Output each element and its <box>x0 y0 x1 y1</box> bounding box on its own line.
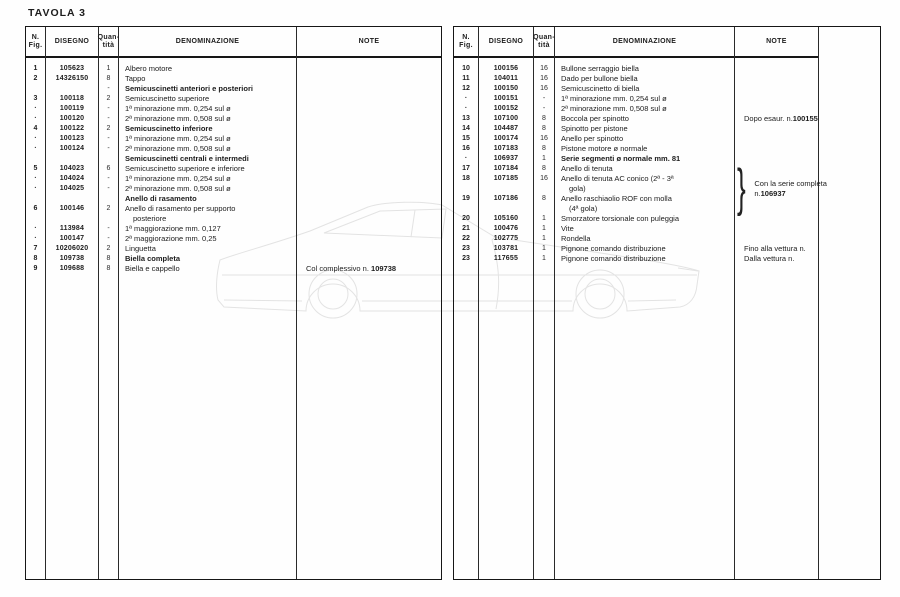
fig-cell <box>26 214 45 224</box>
denomination-cell: 1ª maggiorazione mm. 0,127 <box>125 224 221 233</box>
qty-cell: - <box>107 175 110 182</box>
column-disegno <box>479 27 534 579</box>
note-cell <box>297 184 441 194</box>
qty-cell: 1 <box>542 255 546 262</box>
qty-cell: 1 <box>542 235 546 242</box>
note-cell <box>735 154 818 164</box>
fig-cell: · <box>34 115 37 122</box>
qty-cell: - <box>107 85 110 92</box>
disegno-cell: 107185 <box>493 175 519 182</box>
note-cell <box>735 144 818 154</box>
column-denominazione-body <box>555 58 734 264</box>
parts-table-right <box>453 26 881 580</box>
denomination-cell: 1ª minorazione mm. 0,254 sul ø <box>125 104 231 113</box>
denomination-cell: 2ª minorazione mm. 0,508 sul ø <box>125 114 231 123</box>
denomination-cell: Tappo <box>125 74 146 83</box>
column-note-body <box>735 58 818 264</box>
fig-cell: 10 <box>462 65 470 72</box>
header-quantita-line1: Quan- <box>97 33 120 41</box>
disegno-cell: 102775 <box>493 235 519 242</box>
disegno-cell: 100152 <box>493 105 519 112</box>
qty-cell: 2 <box>106 245 111 252</box>
qty-cell: 8 <box>106 265 111 272</box>
note-cell <box>735 64 818 74</box>
brace-note-line2-number: 106937 <box>760 189 786 198</box>
fig-cell: 14 <box>462 125 470 132</box>
qty-cell: 1 <box>542 225 546 232</box>
fig-cell: 15 <box>462 135 470 142</box>
denomination-cell: Anello di tenuta AC conico (2ª - 3ª <box>561 174 674 183</box>
denomination-cell: Serie segmenti ø normale mm. 81 <box>561 154 681 163</box>
fig-cell: · <box>34 105 37 112</box>
denomination-cell: 2ª maggiorazione mm. 0,25 <box>125 234 217 243</box>
denomination-cell: Semicuscinetto di biella <box>561 84 640 93</box>
fig-cell: 17 <box>462 165 470 172</box>
denomination-cell: Semicuscinetti anteriori e posteriori <box>125 84 253 93</box>
qty-cell: - <box>107 145 110 152</box>
header-fig-line1: N. <box>31 33 40 41</box>
header-quantita-line2: tità <box>102 41 115 49</box>
disegno-cell: 100156 <box>493 65 519 72</box>
column-disegno-body <box>46 58 98 274</box>
disegno-cell: 107184 <box>493 165 519 172</box>
note-cell <box>297 114 441 124</box>
denomination-cell: 2ª minorazione mm. 0,508 sul ø <box>561 104 667 113</box>
disegno-cell: 100476 <box>493 225 519 232</box>
note-cell <box>297 94 441 104</box>
denomination-cell: 1ª minorazione mm. 0,254 sul ø <box>125 174 231 183</box>
note-cell <box>297 104 441 114</box>
denomination-cell: Albero motore <box>125 64 173 73</box>
denomination-cell: Smorzatore torsionale con puleggia <box>561 214 679 223</box>
qty-cell: - <box>542 105 546 112</box>
note-cell <box>297 234 441 244</box>
denomination-cell: Pignone comando distribuzione <box>561 244 666 253</box>
brace-note-line2-prefix: n. <box>754 189 761 198</box>
note-cell: Dopo esaur. n.100155 <box>744 114 818 123</box>
note-cell <box>735 94 818 104</box>
disegno-cell <box>46 154 98 164</box>
fig-cell: · <box>34 135 37 142</box>
disegno-cell: 100118 <box>59 95 85 102</box>
qty-cell: 8 <box>106 255 111 262</box>
header-denominazione: DENOMINAZIONE <box>119 27 296 58</box>
qty-cell: 16 <box>540 85 548 92</box>
note-cell <box>297 174 441 184</box>
disegno-cell: 104011 <box>493 75 519 82</box>
note-cell: Fino alla vettura n. <box>744 244 806 253</box>
fig-cell: 6 <box>33 205 38 212</box>
disegno-cell <box>46 214 98 224</box>
note-cell <box>735 74 818 84</box>
header-fig-line1: N. <box>462 33 470 41</box>
header-quantita <box>99 27 118 58</box>
note-cell <box>735 84 818 94</box>
column-fig <box>26 27 46 579</box>
denomination-cell: (4ª gola) <box>569 204 598 213</box>
fig-cell: 20 <box>462 215 470 222</box>
header-fig <box>454 27 478 58</box>
qty-cell <box>534 204 554 214</box>
denomination-cell: Anello di rasamento <box>125 194 197 203</box>
denomination-cell: Rondella <box>561 234 591 243</box>
brace-icon: } <box>737 159 746 217</box>
disegno-cell: 104025 <box>59 185 85 192</box>
denomination-cell: Anello di tenuta <box>561 164 613 173</box>
fig-cell: 19 <box>462 195 470 202</box>
fig-cell: 2 <box>33 75 38 82</box>
disegno-cell: 106937 <box>493 155 519 162</box>
denomination-cell: Semicuscinetto inferiore <box>125 124 213 133</box>
header-denominazione: DENOMINAZIONE <box>555 27 734 58</box>
fig-cell: 21 <box>462 225 470 232</box>
fig-cell: 11 <box>462 75 470 82</box>
fig-cell: 23 <box>462 245 470 252</box>
qty-cell: 8 <box>542 125 546 132</box>
disegno-cell: 100150 <box>493 85 519 92</box>
qty-cell: 8 <box>542 165 546 172</box>
column-denominazione <box>555 27 735 579</box>
fig-cell <box>26 84 45 94</box>
disegno-cell: 107186 <box>493 195 519 202</box>
note-cell <box>735 124 818 134</box>
qty-cell: - <box>107 185 110 192</box>
fig-cell: 9 <box>33 265 38 272</box>
parts-table-left <box>25 26 442 580</box>
denomination-cell: Biella completa <box>125 254 181 263</box>
fig-cell: 18 <box>462 175 470 182</box>
column-quantita-body <box>534 58 554 264</box>
qty-cell: 16 <box>540 65 548 72</box>
denomination-cell: Dado per bullone biella <box>561 74 638 83</box>
denomination-cell: Anello di rasamento per supporto <box>125 204 236 213</box>
denomination-cell: 2ª minorazione mm. 0,508 sul ø <box>125 184 231 193</box>
denomination-cell: Anello raschiaolio ROF con molla <box>561 194 672 203</box>
disegno-cell: 107100 <box>493 115 519 122</box>
denomination-cell: gola) <box>569 184 586 193</box>
qty-cell: - <box>107 135 110 142</box>
disegno-cell <box>46 194 98 204</box>
qty-cell <box>534 184 554 194</box>
disegno-cell: 100151 <box>493 95 519 102</box>
note-cell <box>735 234 818 244</box>
fig-cell: · <box>34 185 37 192</box>
qty-cell: 1 <box>106 65 111 72</box>
disegno-cell: 104023 <box>59 165 85 172</box>
denomination-cell: Bullone serraggio biella <box>561 64 639 73</box>
qty-cell: 2 <box>106 95 111 102</box>
note-cell <box>735 104 818 114</box>
brace-note-text <box>754 179 827 199</box>
note-cell <box>297 74 441 84</box>
header-quantita-line1: Quan- <box>533 33 555 41</box>
note-cell <box>297 204 441 214</box>
note-cell <box>297 254 441 264</box>
brace-note <box>737 159 827 217</box>
qty-cell: - <box>542 95 546 102</box>
fig-cell: 7 <box>33 245 38 252</box>
note-cell <box>735 224 818 234</box>
column-fig-body <box>454 58 478 264</box>
denomination-cell: Biella e cappello <box>125 264 180 273</box>
note-cell <box>297 84 441 94</box>
disegno-cell: 100147 <box>59 235 85 242</box>
denomination-cell: Pistone motore ø normale <box>561 144 648 153</box>
column-note <box>735 27 819 579</box>
qty-cell: 1 <box>542 245 546 252</box>
column-quantita-body <box>99 58 118 274</box>
qty-cell <box>99 214 118 224</box>
disegno-cell: 100120 <box>59 115 85 122</box>
column-quantita <box>534 27 555 579</box>
column-disegno-body <box>479 58 533 264</box>
denomination-cell: Vite <box>561 224 574 233</box>
column-note-body <box>297 58 441 274</box>
column-note <box>297 27 441 579</box>
denomination-cell: Linguetta <box>125 244 156 253</box>
fig-cell: 3 <box>33 95 38 102</box>
note-cell <box>735 134 818 144</box>
denomination-cell: 2ª minorazione mm. 0,508 sul ø <box>125 144 231 153</box>
qty-cell: 16 <box>540 75 548 82</box>
column-fig <box>454 27 479 579</box>
header-fig-line2: Fig. <box>459 41 473 49</box>
header-fig-line2: Fig. <box>28 41 43 49</box>
qty-cell <box>99 154 118 164</box>
denomination-cell: Semicuscinetto superiore e inferiore <box>125 164 245 173</box>
denomination-cell: Boccola per spinotto <box>561 114 629 123</box>
disegno-cell: 100119 <box>59 105 85 112</box>
brace-note-line1: Con la serie completa <box>754 179 827 188</box>
qty-cell: 16 <box>540 135 548 142</box>
disegno-cell: 100124 <box>59 145 85 152</box>
qty-cell: 8 <box>542 115 546 122</box>
qty-cell: 8 <box>542 195 546 202</box>
note-cell <box>297 194 441 204</box>
fig-cell: · <box>464 155 468 162</box>
note-cell <box>297 154 441 164</box>
denomination-cell: Pignone comando distribuzione <box>561 254 666 263</box>
fig-cell: 4 <box>33 125 38 132</box>
fig-cell: 23 <box>462 255 470 262</box>
fig-cell: 16 <box>462 145 470 152</box>
disegno-cell <box>46 84 98 94</box>
disegno-cell: 14326150 <box>55 75 89 82</box>
column-quantita <box>99 27 119 579</box>
denomination-cell: Spinotto per pistone <box>561 124 628 133</box>
qty-cell: 8 <box>542 145 546 152</box>
column-denominazione-body <box>119 58 296 274</box>
disegno-cell: 105160 <box>493 215 519 222</box>
column-denominazione <box>119 27 297 579</box>
note-cell <box>297 124 441 134</box>
fig-cell <box>26 194 45 204</box>
qty-cell: 2 <box>106 125 111 132</box>
disegno-cell: 104024 <box>59 175 85 182</box>
disegno-cell: 109688 <box>59 265 85 272</box>
disegno-cell <box>479 204 533 214</box>
fig-cell: 12 <box>462 85 470 92</box>
note-cell: Col complessivo n. 109738 <box>306 264 397 273</box>
qty-cell: - <box>107 105 110 112</box>
header-disegno: DISEGNO <box>46 27 98 58</box>
column-disegno <box>46 27 99 579</box>
denomination-cell: 1ª minorazione mm. 0,254 sul ø <box>125 134 231 143</box>
fig-cell: 22 <box>462 235 470 242</box>
fig-cell <box>26 154 45 164</box>
qty-cell: - <box>107 235 110 242</box>
fig-cell: 1 <box>33 65 38 72</box>
fig-cell: · <box>34 145 37 152</box>
header-fig <box>26 27 45 58</box>
fig-cell <box>454 184 478 194</box>
denomination-cell: Anello per spinotto <box>561 134 624 143</box>
note-cell: Dalla vettura n. <box>744 254 795 263</box>
fig-cell: 8 <box>33 255 38 262</box>
disegno-cell: 113984 <box>59 225 85 232</box>
qty-cell: - <box>107 115 110 122</box>
note-cell <box>297 134 441 144</box>
header-disegno: DISEGNO <box>479 27 533 58</box>
disegno-cell: 107183 <box>493 145 519 152</box>
disegno-cell: 103781 <box>493 245 519 252</box>
disegno-cell: 100123 <box>59 135 85 142</box>
note-cell <box>297 164 441 174</box>
fig-cell: 13 <box>462 115 470 122</box>
column-fig-body <box>26 58 45 274</box>
fig-cell: · <box>34 235 37 242</box>
fig-cell: · <box>34 225 37 232</box>
header-note: NOTE <box>297 27 441 58</box>
denomination-cell: posteriore <box>133 214 167 223</box>
header-quantita-line2: tità <box>538 41 550 49</box>
note-cell <box>297 214 441 224</box>
fig-cell: 5 <box>33 165 38 172</box>
denomination-cell: 1ª minorazione mm. 0,254 sul ø <box>561 94 667 103</box>
header-quantita <box>534 27 554 58</box>
qty-cell: 2 <box>106 205 111 212</box>
note-cell <box>297 224 441 234</box>
qty-cell: - <box>107 225 110 232</box>
denomination-cell: Semicuscinetto superiore <box>125 94 210 103</box>
fig-cell: · <box>464 105 468 112</box>
qty-cell: 1 <box>542 215 546 222</box>
qty-cell: 8 <box>106 75 111 82</box>
disegno-cell: 10206020 <box>55 245 89 252</box>
fig-cell: · <box>464 95 468 102</box>
note-cell <box>735 214 818 224</box>
note-cell <box>297 244 441 254</box>
disegno-cell: 100122 <box>59 125 85 132</box>
header-note: NOTE <box>735 27 818 58</box>
disegno-cell: 109738 <box>59 255 85 262</box>
fig-cell: · <box>34 175 37 182</box>
disegno-cell: 104487 <box>493 125 519 132</box>
qty-cell: 16 <box>540 175 548 182</box>
disegno-cell: 100174 <box>493 135 519 142</box>
disegno-cell: 117655 <box>493 255 519 262</box>
page-title: TAVOLA 3 <box>28 7 86 19</box>
denomination-cell: Semicuscinetti centrali e intermedi <box>125 154 249 163</box>
fig-cell <box>454 204 478 214</box>
note-cell <box>297 64 441 74</box>
qty-cell: 6 <box>106 165 111 172</box>
disegno-cell <box>479 184 533 194</box>
note-cell <box>297 144 441 154</box>
disegno-cell: 105623 <box>59 65 85 72</box>
disegno-cell: 100146 <box>59 205 85 212</box>
qty-cell <box>99 194 118 204</box>
qty-cell: 1 <box>542 155 546 162</box>
